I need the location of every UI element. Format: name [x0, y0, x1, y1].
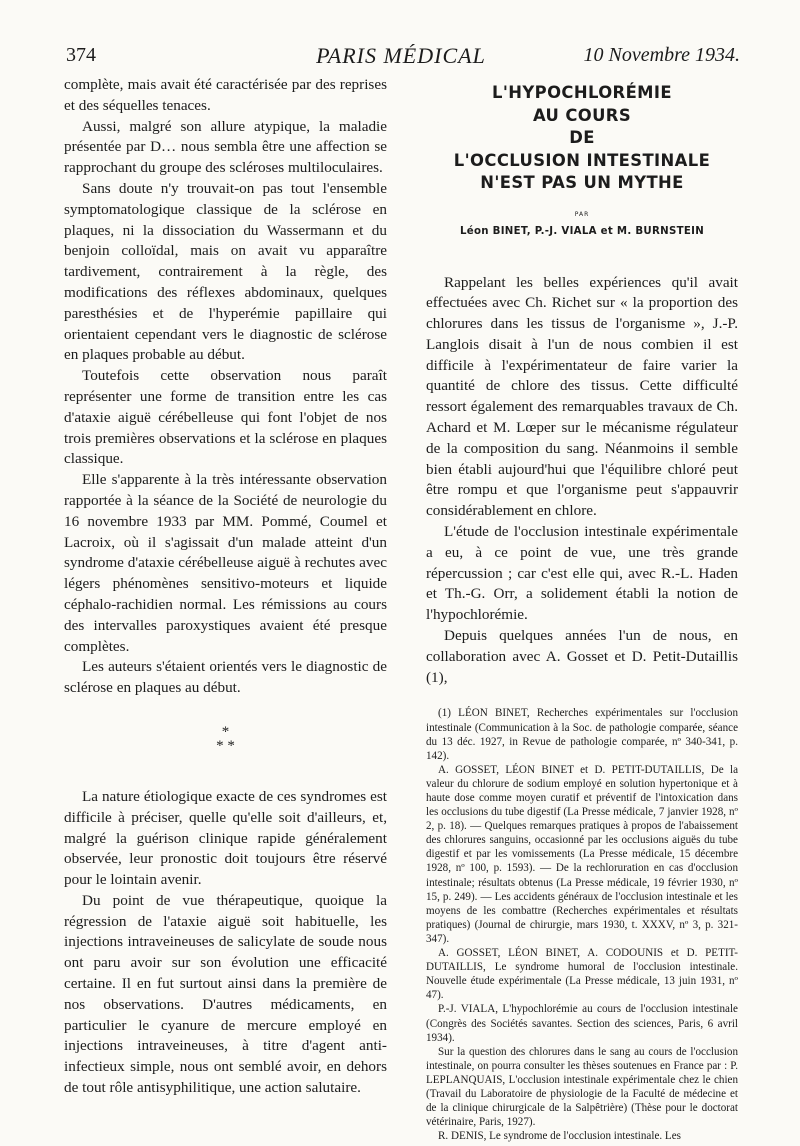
- article-title-line: DE: [569, 128, 595, 147]
- journal-title: PARIS MÉDICAL: [316, 43, 486, 68]
- paragraph: Aussi, malgré son allure atypique, la maladie présentée par D… nous sembla être une affection se rapprochant du groupe des scléroses multiloculaires.: [64, 117, 387, 177]
- paragraph: L'étude de l'occlusion intestinale expérimentale a eu, à ce point de vue, une très grande répercussion ; car c'est elle qui, avec R.-L. Haden et Th.-G. Orr, a solidement établi la notion de l'hypochlorémie.: [426, 523, 738, 624]
- footnote: (1) LÉON BINET, Recherches expérimentales sur l'occlusion intestinale (Communication à la Soc. de pathologie comparée, séance du 13 déc. 1927, in Revue de pathologie comparée, nº 340-341, p. 142).: [426, 707, 738, 762]
- paragraph: Toutefois cette observation nous paraît représenter une forme de transition entre les cas d'ataxie aiguë cérébelleuse qui font l'objet de nos trois premières observations et la sclérose en plaques classique.: [64, 367, 387, 468]
- footnote: Sur la question des chlorures dans le sang au cours de l'occlusion intestinale, on pourra consulter les thèses soutenues en France par : P. LEPLANQUAIS, L'occlusion intestinale expérimentale chez le chien (Travail du Laboratoire de physiologie de la Faculté de médecine et de la clinique chirurgicale de la Salpêtrière) (Thèse pour le doctorat vétérinaire, Paris, 1927).: [426, 1045, 738, 1129]
- section-break-bottom: * *: [216, 737, 235, 754]
- section-break: [64, 725, 387, 753]
- paragraph: complète, mais avait été caractérisée par des reprises et des séquelles tenaces.: [64, 76, 387, 114]
- section-break-top: *: [221, 723, 230, 740]
- paragraph: Rappelant les belles expériences qu'il avait effectuées avec Ch. Richet sur « la proportion des chlorures dans les tissus de l'organisme », J.-P. Langlois disait à l'un de nous combien il est difficile à l'expérimentateur de faire varier la quantité de chlore des tissus. Cette difficulté ressort également des remarquables travaux de Ch. Achard et M. Lœper sur le mécanisme régulateur de la composition du sang. Néanmoins il semble bien établi aujourd'hui que l'équilibre chloré peut être rompu et que l'organisme peut s'appauvrir considérablement en chlore.: [426, 273, 738, 520]
- article-title-line: L'OCCLUSION INTESTINALE: [453, 150, 711, 170]
- right-column: [426, 82, 738, 1143]
- article-title: [426, 82, 738, 195]
- page-header: [0, 0, 800, 75]
- paragraph: Du point de vue thérapeutique, quoique la régression de l'ataxie aiguë soit habituelle, les injections intraveineuses de salicylate de soude nous ont paru avoir sur son évolution une efficacité certaine. Il en fut surtout ainsi dans la première de nos observations. D'autres médicaments, en particulier le cyanure de mercure employé en injections intraveineuses, à titre d'agent anti-infectieux simple, nous ont semblé avoir, en dehors de tout rôle antisyphilitique, une action salutaire.: [64, 891, 387, 1097]
- article-title-line: AU COURS: [532, 105, 632, 125]
- footnotes: [426, 706, 738, 1143]
- issue-date: 10 Novembre 1934.: [583, 44, 740, 66]
- article-title-line: L'HYPOCHLORÉMIE: [492, 83, 672, 102]
- footnote: A. GOSSET, LÉON BINET, A. CODOUNIS et D. PETIT-DUTAILLIS, Le syndrome humoral de l'occlusion intestinale. Nouvelle étude expérimentale (La Presse médicale, 13 juin 1931, nº 47).: [426, 947, 738, 1002]
- paragraph: Sans doute n'y trouvait-on pas tout l'ensemble symptomatologique classique de la sclérose en plaques, ni la dissociation du Wassermann et du benjoin colloïdal, mais on avait vu apparaître tardivement, contrairement à la règle, des modifications des réflexes abdominaux, quelques paresthésies et de l'hyperémie papillaire qui orientaient cependant vers le diagnostic de sclérose en plaques probable au début.: [64, 179, 387, 364]
- article-authors: Léon BINET, P.-J. VIALA et M. BURNSTEIN: [459, 225, 705, 237]
- paragraph: Depuis quelques années l'un de nous, en collaboration avec A. Gosset et D. Petit-Dutaillis (1),: [426, 627, 738, 686]
- footnote: A. GOSSET, LÉON BINET et D. PETIT-DUTAILLIS, De la valeur du chlorure de sodium employé en solution hypertonique et à haute dose comme moyen curatif et préventif de l'intoxication dans les occlusions du tube digestif (La Presse médicale, 7 janvier 1928, nº 2, p. 18). — Quelques remarques pratiques à propos de l'abaissement des chlorures sanguins, occasionné par les occlusions aiguës du tube digestif et par les vomissements (La Presse médicale, 15 décembre 1928, nº 100, p. 1593). — De la rechloruration en cas d'occlusion intestinale; résultats obtenus (La Presse médicale, 19 février 1930, nº 15, p. 249). — Les accidents généraux de l'occlusion intestinale et les moyens de les combattre (Recherches expérimentales et résultats pratiques) (Journal de chirurgie, mars 1930, t. XXXV, nº 3, p. 321-347).: [426, 763, 738, 945]
- paragraph: La nature étiologique exacte de ces syndromes est difficile à préciser, quelle qu'elle soit d'ailleurs, et, malgré la guérison clinique rapide généralement observée, leur pronostic doit toujours être réservé pour le lointain avenir.: [64, 787, 387, 889]
- paragraph: Elle s'apparente à la très intéressante observation rapportée à la séance de la Société de neurologie du 16 novembre 1933 par MM. Pommé, Coumel et Lacroix, où il s'agissait d'un malade atteint d'un syndrome d'ataxie cérébelleuse aiguë à rechutes avec légers phénomènes sensitivo-moteurs et liquide céphalo-rachidien normal. Les rémissions au cours des intervalles paroxystiques avaient été presque complètes.: [64, 471, 387, 655]
- by-label: PAR: [574, 210, 590, 218]
- paragraph: Les auteurs s'étaient orientés vers le diagnostic de sclérose en plaques au début.: [64, 658, 387, 697]
- footnote: R. DENIS, Le syndrome de l'occlusion intestinale. Les: [438, 1130, 681, 1143]
- article-title-line: N'EST PAS UN MYTHE: [480, 173, 684, 192]
- footnote: P.-J. VIALA, L'hypochlorémie au cours de l'occlusion intestinale (Congrès des Sociétés savantes. Section des sciences, Paris, 6 avril 1934).: [426, 1003, 738, 1044]
- left-column: [64, 75, 387, 1099]
- page-number: 374: [66, 44, 96, 66]
